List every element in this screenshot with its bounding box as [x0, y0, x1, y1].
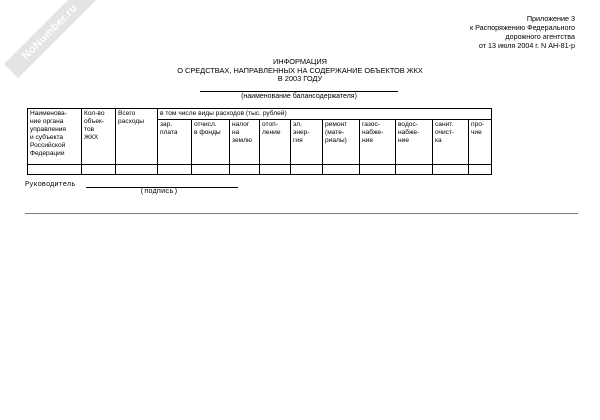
- title-line: О СРЕДСТВАХ, НАПРАВЛЕННЫХ НА СОДЕРЖАНИЕ ОБЪЕКТОВ ЖКХ: [177, 65, 423, 75]
- balance-holder-caption: (наименование балансодержателя): [241, 93, 357, 100]
- header-total: Всего расходы: [116, 109, 158, 165]
- title-line: В 2003 ГОДУ: [277, 74, 323, 84]
- header-count: Кол-во объек- тов ЖКХ: [82, 109, 116, 165]
- header-repair: ремонт (мате- риалы): [323, 120, 360, 165]
- expenses-table: [27, 108, 492, 175]
- header-group: в том числе виды расходов (тыс. рублей): [158, 109, 492, 120]
- header-water: водос- набже- ние: [396, 120, 433, 165]
- table-row: [28, 165, 492, 175]
- header-other: про- чие: [469, 120, 492, 165]
- header-gas: газос- набже- ние: [360, 120, 396, 165]
- appendix-line: от 13 июля 2004 г. N АН-81-р: [478, 41, 575, 50]
- header-name: Наименова- ние органа управления и субъекта Российской Федерации: [28, 109, 82, 165]
- header-funds: отчисл. в фонды: [192, 120, 230, 165]
- table-cell: [469, 165, 492, 175]
- appendix-reference: [415, 14, 575, 50]
- table-cell: [396, 165, 433, 175]
- appendix-line: к Распоряжению Федерального: [469, 23, 575, 32]
- appendix-line: Приложение 3: [526, 14, 575, 23]
- page-divider: [25, 213, 578, 214]
- table-cell: [192, 165, 230, 175]
- table-cell: [28, 165, 82, 175]
- header-electricity: эл. энер- гия: [291, 120, 323, 165]
- header-heating: отоп- ление: [260, 120, 291, 165]
- signature-caption: (подпись): [140, 188, 178, 196]
- table-cell: [158, 165, 192, 175]
- table-cell: [260, 165, 291, 175]
- balance-holder-line: [200, 91, 398, 92]
- header-salary: зар. плата: [158, 120, 192, 165]
- table-cell: [323, 165, 360, 175]
- table-cell: [433, 165, 469, 175]
- header-land-tax: налог на землю: [230, 120, 260, 165]
- appendix-line: дорожного агентства: [505, 32, 575, 41]
- watermark: NoNumber.ru: [4, 0, 96, 78]
- signature-label: Руководитель: [25, 181, 76, 189]
- table-cell: [116, 165, 158, 175]
- table-cell: [230, 165, 260, 175]
- title-line: ИНФОРМАЦИЯ: [272, 57, 328, 66]
- document-title: [0, 58, 600, 84]
- header-sanitation: санит. очист- ка: [433, 120, 469, 165]
- table-cell: [291, 165, 323, 175]
- table-cell: [82, 165, 116, 175]
- table-cell: [360, 165, 396, 175]
